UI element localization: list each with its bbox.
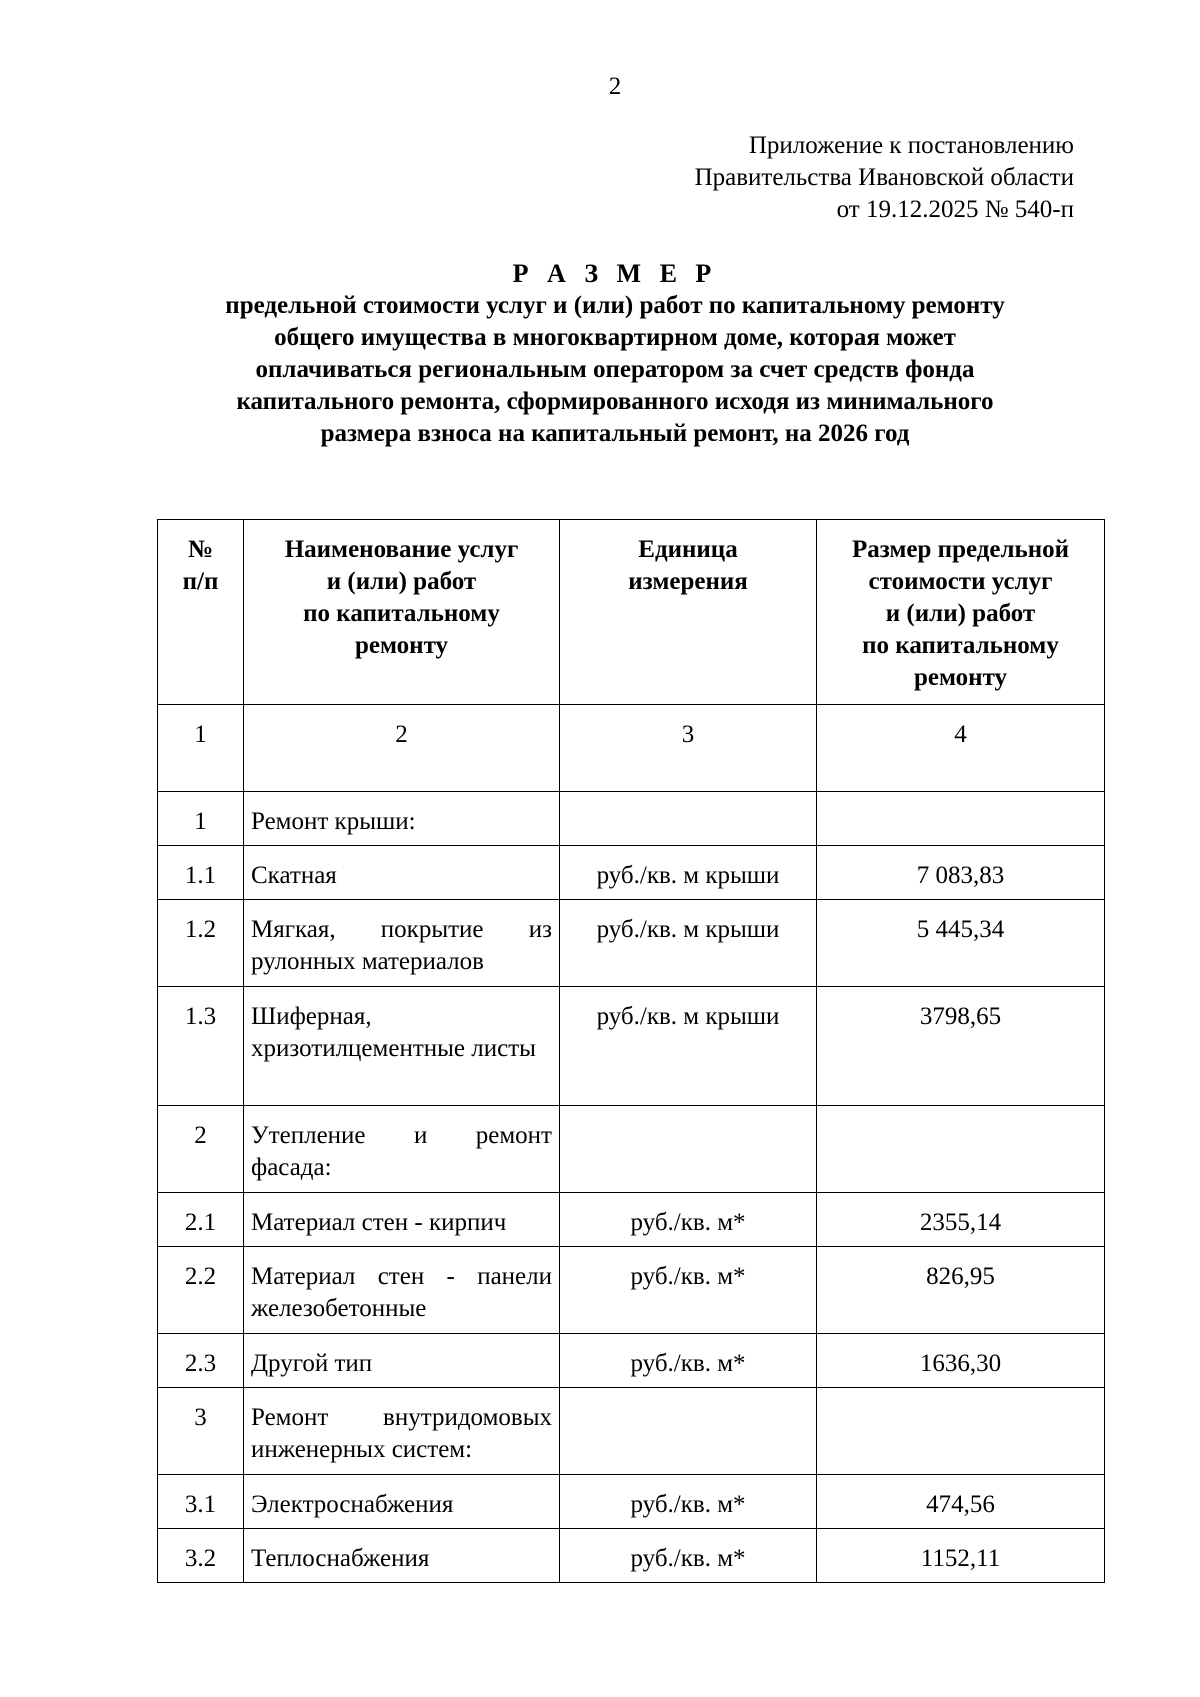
row-name: Утепление и ремонт фасада: [244,1106,560,1193]
header-text: ремонту [913,664,1008,691]
row-name: Мягкая, покрытие из рулонных материалов [244,900,560,987]
header-text: и (или) работ [885,600,1036,627]
heading-line: размера взноса на капитальный ремонт, на 2026 год [320,420,910,447]
row-name: Другой тип [244,1334,560,1388]
column-number: 2 [244,705,560,792]
row-price [817,792,1105,846]
table-row [158,792,1105,846]
row-price: 7 083,83 [817,846,1105,900]
column-number: 1 [158,705,244,792]
row-price: 2355,14 [817,1193,1105,1247]
row-num: 3 [158,1388,244,1475]
table-row [158,1247,1105,1334]
table-row [158,1106,1105,1193]
header-text: Наименование услуг [284,536,519,563]
price-table [157,519,1105,1583]
document-heading [150,258,1080,450]
row-unit: руб./кв. м* [560,1247,817,1334]
row-price: 474,56 [817,1475,1105,1529]
row-price: 1152,11 [817,1529,1105,1583]
header-price [817,520,1105,705]
column-number: 3 [560,705,817,792]
heading-line: оплачиваться региональным оператором за счет средств фонда [255,356,975,383]
header-num [158,520,244,705]
row-num: 2.2 [158,1247,244,1334]
row-unit: руб./кв. м* [560,1475,817,1529]
table-row [158,987,1105,1106]
row-price [817,1388,1105,1475]
row-unit: руб./кв. м* [560,1529,817,1583]
row-price: 826,95 [817,1247,1105,1334]
header-unit [560,520,817,705]
table-row [158,1529,1105,1583]
row-unit [560,1106,817,1193]
row-num: 1.1 [158,846,244,900]
row-num: 2.3 [158,1334,244,1388]
row-name: Теплоснабжения [244,1529,560,1583]
row-num: 1.3 [158,987,244,1106]
header-text: п/п [182,568,219,595]
row-price: 1636,30 [817,1334,1105,1388]
header-text: стоимости услуг [868,568,1053,595]
heading-line: предельной стоимости услуг и (или) работ по капитальному ремонту [225,292,1005,319]
row-num: 3.2 [158,1529,244,1583]
table-row [158,1388,1105,1475]
row-num: 3.1 [158,1475,244,1529]
row-price: 5 445,34 [817,900,1105,987]
table-row [158,1193,1105,1247]
header-name [244,520,560,705]
column-number-row [158,705,1105,792]
row-name: Материал стен - кирпич [244,1193,560,1247]
row-unit: руб./кв. м* [560,1334,817,1388]
row-name: Ремонт внутридомовых инженерных систем: [244,1388,560,1475]
page-number: 2 [608,73,622,100]
heading-line: общего имущества в многоквартирном доме, которая может [274,324,956,351]
annex-line: Правительства Ивановской области [694,164,1074,191]
heading-title: Р А З М Е Р [512,259,718,288]
header-text: измерения [628,568,748,595]
row-unit: руб./кв. м* [560,1193,817,1247]
row-name: Материал стен - панели железобетонные [244,1247,560,1334]
header-text: Единица [638,536,738,563]
heading-line: капитального ремонта, сформированного исходя из минимального [236,388,994,415]
row-name: Электроснабжения [244,1475,560,1529]
row-price [817,1106,1105,1193]
row-num: 1.2 [158,900,244,987]
header-text: ремонту [354,632,449,659]
row-name: Ремонт крыши: [244,792,560,846]
row-num: 2.1 [158,1193,244,1247]
row-unit: руб./кв. м крыши [560,846,817,900]
table-row [158,900,1105,987]
row-unit [560,792,817,846]
table-row [158,846,1105,900]
row-num: 1 [158,792,244,846]
header-text: по капитальному [303,600,500,627]
row-name: Скатная [244,846,560,900]
table-row [158,1475,1105,1529]
table-row [158,1334,1105,1388]
row-num: 2 [158,1106,244,1193]
header-text: Размер предельной [851,536,1070,563]
row-name: Шиферная, хризотилцементные листы [244,987,560,1106]
annex-block [695,130,1074,226]
annex-line: Приложение к постановлению [748,132,1074,159]
header-text: по капитальному [862,632,1059,659]
header-text: и (или) работ [326,568,477,595]
table-header-row [158,520,1105,705]
row-unit [560,1388,817,1475]
row-unit: руб./кв. м крыши [560,900,817,987]
header-text: № [187,536,214,563]
column-number: 4 [817,705,1105,792]
row-unit: руб./кв. м крыши [560,987,817,1106]
annex-line: от 19.12.2025 № 540-п [836,196,1074,223]
row-price: 3798,65 [817,987,1105,1106]
